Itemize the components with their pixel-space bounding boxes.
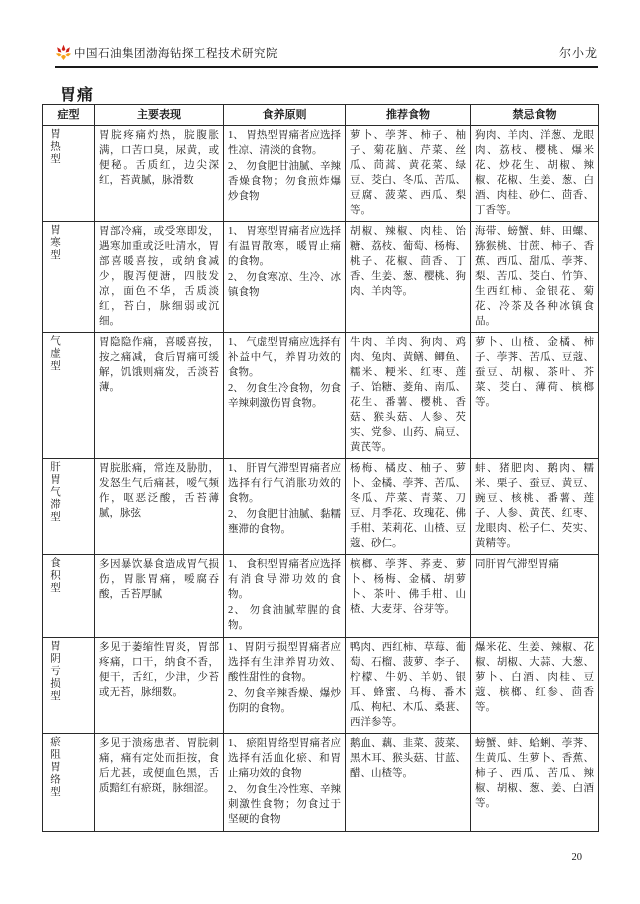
table-row <box>43 459 599 555</box>
table-row <box>43 126 599 222</box>
cell-symptoms: 胃脘疼痛灼热，脘腹胀满，口苦口臭，尿黄，或便秘。舌质红，边尖深红，苔黄腻，脉滑数 <box>95 126 224 222</box>
col-header-forbidden-foods: 禁忌食物 <box>471 105 599 126</box>
principle-item-1: 1、 瘀阻胃络型胃痛者应选择有活血化瘀、和胃止痛功效的食物 <box>228 738 341 779</box>
cell-forbidden: 狗肉、羊肉、洋葱、龙眼肉、荔枝、樱桃、爆米花、炒花生、胡椒、辣椒、花椒、生姜、葱、白酒、肉桂、砂仁、茴香、丁香等。 <box>471 126 599 222</box>
cell-forbidden: 萝卜、山楂、金橘、柿子、荸荠、苦瓜、豆蔻、蚕豆、胡椒、茶叶、芥菜、茭白、薄荷、槟榔等。 <box>471 333 599 459</box>
col-header-main-symptoms: 主要表现 <box>95 105 224 126</box>
org-name: 中国石油集团渤海钻探工程技术研究院 <box>74 47 278 60</box>
col-header-diet-principles: 食养原则 <box>224 105 346 126</box>
cell-symptoms: 胃脘胀痛，常连及胁肋，发怒生气后痛甚，嗳气频作，呕恶泛酸，舌苔薄腻，脉弦 <box>95 459 224 555</box>
cell-forbidden: 同肝胃气滞型胃痛 <box>471 555 599 638</box>
stomach-pain-diet-table <box>42 104 599 832</box>
cell-syndrome-type <box>43 555 95 638</box>
petrochina-logo-icon <box>55 44 72 61</box>
table-row <box>43 333 599 459</box>
diet-table-wrap <box>42 104 598 832</box>
cell-symptoms: 胃隐隐作痛，喜暖喜按，按之痛减，食后胃痛可缓解，饥饿则痛发，舌淡苔薄。 <box>95 333 224 459</box>
cell-syndrome-type <box>43 126 95 222</box>
cell-syndrome-type <box>43 734 95 832</box>
principle-item-2: 2、 勿食生冷性寒、辛辣刺激性食物；勿食过于坚硬的食物 <box>228 784 341 825</box>
principle-item-2: 2、 勿食肥甘油腻、辛辣香燥食物；勿食煎炸爆炒食物 <box>228 161 341 202</box>
principle-item-1: 1、 肝胃气滞型胃痛者应选择有行气消胀功效的食物。 <box>228 463 341 504</box>
cell-syndrome-type <box>43 459 95 555</box>
cell-syndrome-type <box>43 222 95 333</box>
org-header <box>55 44 278 61</box>
col-header-syndrome-type: 症型 <box>43 105 95 126</box>
syndrome-type-label: 食积型 <box>49 557 60 595</box>
cell-principles <box>224 555 346 638</box>
principle-item-1: 1、 胃寒型胃痛者应选择有温胃散寒，暖胃止痛的食物。 <box>228 226 341 267</box>
page-number: 20 <box>571 852 582 863</box>
page-title: 胃痛 <box>60 87 95 104</box>
cell-principles <box>224 459 346 555</box>
cell-principles <box>224 333 346 459</box>
cell-recommended: 槟榔、荸荠、荞麦、萝卜、杨梅、金橘、胡萝卜、茶叶、佛手柑、山楂、大麦芽、谷芽等。 <box>346 555 471 638</box>
cell-forbidden: 海带、螃蟹、蚌、田螺、猕猴桃、甘蔗、柿子、香蕉、西瓜、甜瓜、荸荠、梨、苦瓜、茭白、竹笋、生西红柿、金银花、菊花、冷茶及各种冰镇食品。 <box>471 222 599 333</box>
principle-item-1: 1、 胃热型胃痛者应选择性凉、清淡的食物。 <box>228 130 341 156</box>
principle-item-2: 2、 勿食生冷食物，勿食辛辣刺激伤胃食物。 <box>228 383 341 409</box>
cell-principles <box>224 734 346 832</box>
principle-item-1: 1、 食积型胃痛者应选择有消食导滞功效的食物。 <box>228 559 341 600</box>
principle-item-2: 2、 勿食肥甘油腻、黏糯壅滞的食物。 <box>228 509 341 535</box>
cell-principles <box>224 126 346 222</box>
cell-recommended: 牛肉、羊肉、狗肉、鸡肉、兔肉、黄鳝、鲫鱼、糯米、粳米、红枣、莲子、饴糖、菱角、南瓜、花生、番薯、樱桃、香菇、猴头菇、人参、芡实、党参、山药、扁豆、黄芪等。 <box>346 333 471 459</box>
cell-recommended: 胡椒、辣椒、肉桂、饴糖、荔枝、葡萄、杨梅、桃子、花椒、茴香、丁香、生姜、葱、樱桃、狗肉、羊肉等。 <box>346 222 471 333</box>
cell-recommended: 鹅血、藕、韭菜、菠菜、黑木耳、猴头菇、甘蓝、醋、山楂等。 <box>346 734 471 832</box>
cell-symptoms: 多见于萎缩性胃炎，胃部疼痛，口干，纳食不香，便干，舌红，少津，少苔或无苔，脉细数。 <box>95 638 224 734</box>
syndrome-type-label: 胃寒型 <box>49 224 60 262</box>
cell-recommended: 萝卜、荸荠、柿子、柚子、菊花脑、芹菜、丝瓜、茼蒿、黄花菜、绿豆、茭白、冬瓜、苦瓜、豆腐、菠菜、西瓜、梨等。 <box>346 126 471 222</box>
cell-principles <box>224 638 346 734</box>
table-row <box>43 638 599 734</box>
principle-item-1: 1、胃阴亏损型胃痛者应选择有生津养胃功效、酸性甜性的食物。 <box>228 642 341 683</box>
document-header <box>55 44 598 68</box>
syndrome-type-label: 瘀阻胃络型 <box>49 736 60 799</box>
cell-symptoms: 多见于溃疡患者、胃脘刺痛，痛有定处而拒按，食后尤甚，或便血色黑，舌质黯红有瘀斑，脉细涩。 <box>95 734 224 832</box>
cell-forbidden: 螃蟹、蚌、蛤蜊、荸荠、生黄瓜、生萝卜、香蕉、柿子、西瓜、苦瓜、辣椒、胡椒、葱、姜、白酒等。 <box>471 734 599 832</box>
syndrome-type-label: 肝胃气滞型 <box>49 461 60 524</box>
table-header-row <box>43 105 599 126</box>
cell-syndrome-type <box>43 638 95 734</box>
author-name: 尔小龙 <box>558 46 598 60</box>
principle-item-2: 2、 勿食油腻荤腥的食物。 <box>228 605 341 631</box>
cell-recommended: 鸭肉、西红柿、草莓、葡萄、石榴、菠萝、李子、柠檬、牛奶、羊奶、银耳、蜂蜜、乌梅、番木瓜、枸杞、木瓜、桑葚、西洋参等。 <box>346 638 471 734</box>
syndrome-type-label: 气虚型 <box>49 335 60 373</box>
syndrome-type-label: 胃热型 <box>49 128 60 166</box>
cell-symptoms: 胃部冷痛，或受寒即发，遇寒加重或泛吐清水，胃部喜暖喜按，或纳食减少，腹泻便溏，四肢发凉，面色不华，舌质淡红，苔白，脉细弱或沉细。 <box>95 222 224 333</box>
syndrome-type-label: 胃阴亏损型 <box>49 640 60 703</box>
cell-forbidden: 爆米花、生姜、辣椒、花椒、胡椒、大蒜、大葱、萝卜、白酒、肉桂、豆蔻、槟榔、红参、茴香等。 <box>471 638 599 734</box>
col-header-recommended-foods: 推荐食物 <box>346 105 471 126</box>
cell-symptoms: 多因暴饮暴食造成胃气损伤，胃胀胃痛，嗳腐吞酸，舌苔厚腻 <box>95 555 224 638</box>
principle-item-1: 1、 气虚型胃痛应选择有补益中气，养胃功效的食物。 <box>228 337 341 378</box>
cell-principles <box>224 222 346 333</box>
principle-item-2: 2、勿食辛辣香燥、爆炒伤阴的食物。 <box>228 688 341 714</box>
cell-recommended: 杨梅、橘皮、柚子、萝卜、金橘、荸荠、苦瓜、冬瓜、芹菜、青菜、刀豆、月季花、玫瑰花、佛手柑、茉莉花、山楂、豆蔻、砂仁。 <box>346 459 471 555</box>
cell-forbidden: 蚌、猪肥肉、鹅肉、糯米、栗子、蚕豆、黄豆、豌豆、核桃、番薯、莲子、人参、黄芪、红枣、龙眼肉、松子仁、芡实、黄精等。 <box>471 459 599 555</box>
table-row <box>43 555 599 638</box>
table-row <box>43 734 599 832</box>
table-row <box>43 222 599 333</box>
principle-item-2: 2、 勿食寒凉、生冷、冰镇食物 <box>228 272 341 298</box>
cell-syndrome-type <box>43 333 95 459</box>
